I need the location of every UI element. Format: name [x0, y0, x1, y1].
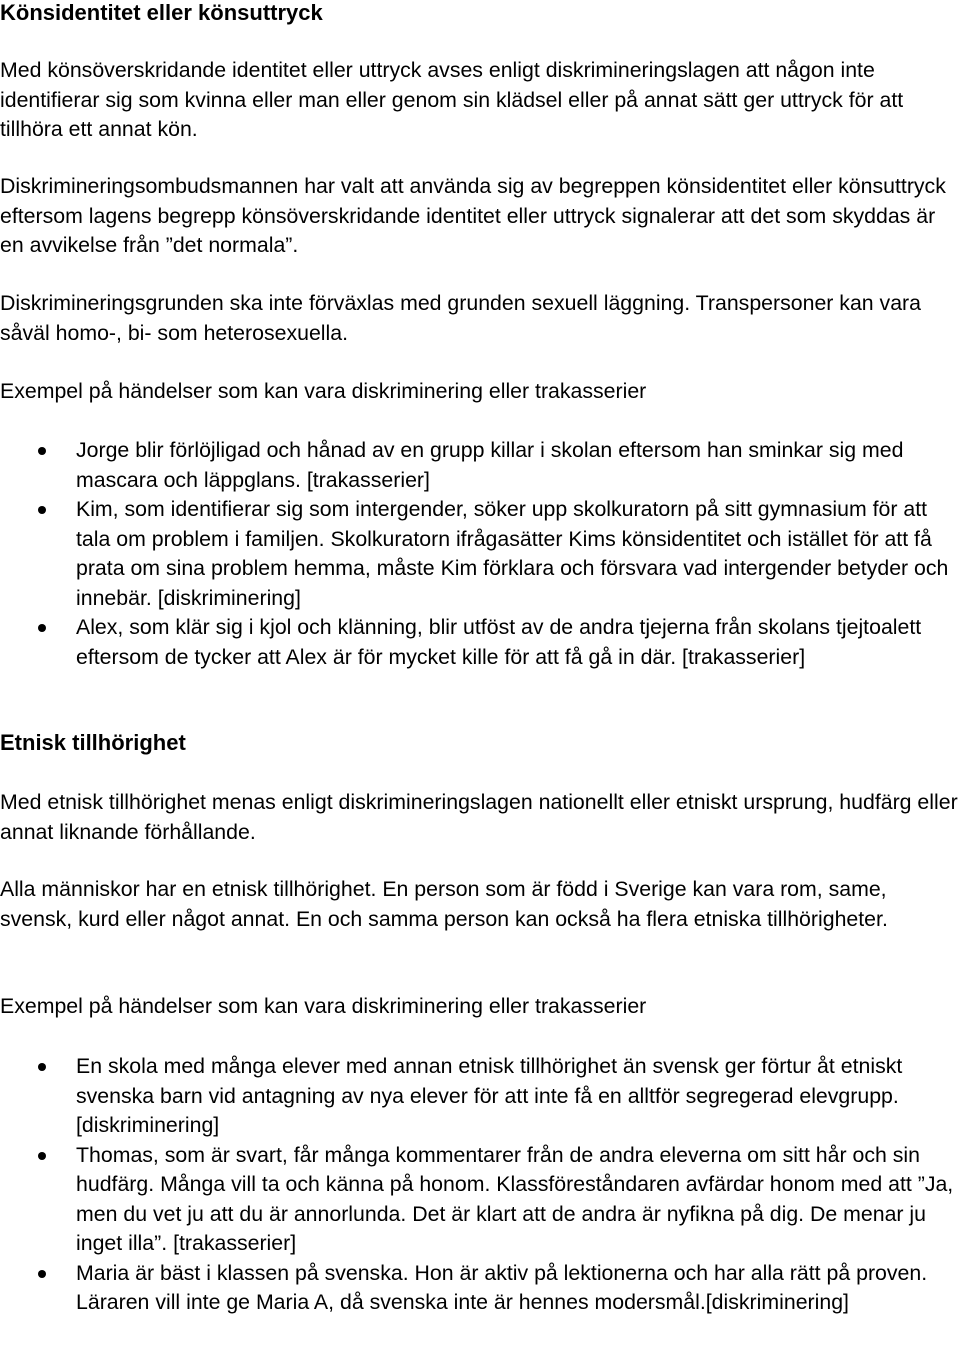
bullet-icon [38, 447, 46, 455]
section-heading-gender-identity: Könsidentitet eller könsuttryck [0, 0, 323, 25]
paragraph-not-sexual-orientation: Diskrimineringsgrunden ska inte förväxlas med grunden sexuell läggning. Transpersoner kan vara såväl homo-, bi- som heterosexuella. [0, 291, 921, 345]
list-item [0, 1141, 960, 1259]
list-item [0, 495, 960, 613]
bullet-icon [38, 1270, 46, 1278]
paragraph-ethnicity-definition: Med etnisk tillhörighet menas enligt diskrimineringslagen nationellt eller etniskt ursprung, hudfärg eller annat liknande förhållande. [0, 790, 958, 844]
example-list [0, 436, 960, 672]
paragraph-everyone-has-ethnicity: Alla människor har en etnisk tillhörighet. En person som är född i Sverige kan vara rom, same, svensk, kurd eller något annat. En och samma person kan också ha flera etniska tillhörigheter. [0, 877, 888, 931]
list-item [0, 1052, 960, 1141]
bullet-icon [38, 1063, 46, 1071]
bullet-icon [38, 624, 46, 632]
list-item [0, 613, 960, 672]
example-text: En skola med många elever med annan etnisk tillhörighet än svensk ger förtur åt etniskt svenska barn vid antagning av nya elever för att inte få en alltför segregerad elevgrupp. [diskriminering] [76, 1054, 903, 1137]
paragraph-definition: Med könsöverskridande identitet eller uttryck avses enligt diskrimineringslagen att någon inte identifierar sig som kvinna eller man eller genom sin klädsel eller på annat sätt ger uttryck för att tillhöra ett annat kön. [0, 58, 904, 141]
example-text: Thomas, som är svart, får många kommentarer från de andra eleverna om sitt hår och sin hudfärg. Många vill ta och känna på honom. Klassföreståndaren avfärdar honom med att ”Ja, men du vet ju att du är annorlunda. Det är klart att de andra är nyfikna på dig. De menar ju inget illa”. [trakasserier] [76, 1142, 954, 1255]
example-text: Jorge blir förlöjligad och hånad av en grupp killar i skolan eftersom han sminkar sig med mascara och läppglans. [trakasserier] [76, 438, 904, 492]
bullet-icon [38, 506, 46, 514]
section-heading-ethnicity: Etnisk tillhörighet [0, 730, 186, 755]
example-list [0, 1052, 960, 1318]
example-text: Maria är bäst i klassen på svenska. Hon är aktiv på lektionerna och har alla rätt på proven. Läraren vill inte ge Maria A, då svenska inte är hennes modersmål.[diskriminering] [76, 1260, 928, 1314]
examples-heading: Exempel på händelser som kan vara diskriminering eller trakasserier [0, 379, 647, 403]
example-text: Alex, som klär sig i kjol och klänning, blir utföst av de andra tjejerna från skolans tjejtoalett eftersom de tycker att Alex är för mycket kille för att få gå in där. [trakasserier] [76, 615, 922, 669]
example-text: Kim, som identifierar sig som intergender, söker upp skolkuratorn på sitt gymnasium för att tala om problem i familjen. Skolkuratorn ifrågasätter Kims könsidentitet och istället för att få prata om sina problem hemma, måste Kim förklara och försvara vad intergender betyder och innebär. [diskriminering] [76, 497, 949, 610]
list-item [0, 436, 960, 495]
paragraph-do-terminology: Diskrimineringsombudsmannen har valt att använda sig av begreppen könsidentitet eller könsuttryck eftersom lagens begrepp könsöverskridande identitet eller uttryck signalerar att det som skyddas är en avvikelse från ”det normala”. [0, 174, 946, 257]
bullet-icon [38, 1152, 46, 1160]
examples-heading: Exempel på händelser som kan vara diskriminering eller trakasserier [0, 994, 647, 1018]
list-item [0, 1259, 960, 1318]
